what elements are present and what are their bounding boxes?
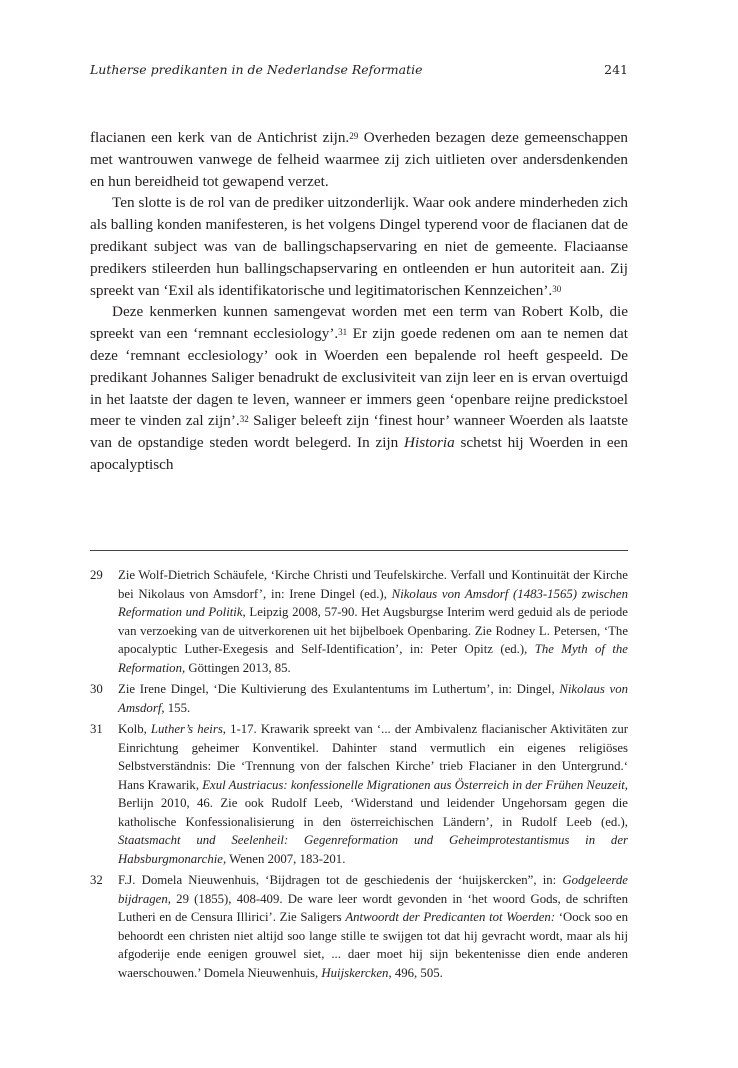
footnote-number: 31 <box>90 722 103 736</box>
footnote-text: Kolb, Luther’s heirs, 1-17. Krawarik spreekt van ‘... der Ambivalenz flacianischer Aktivitäten zur Einrichtung geheimer Konventikel. Dahinter stand vermutlich ein eigenes religiöses Selbstverständnis: Die ‘Trennung von der falschen Kirche’ trieb Flacianer in den Untergrund.‘ Hans Krawarik, Exul Austriacus: konfessionelle Migrationen aus Österreich in der Frühen Neuzeit, Berlijn 2010, 46. Zie ook Rudolf Leeb, ‘Widerstand und leidender Ungehorsam gegen die katholische Konfessionalisierung in den österreichischen Ländern’, in Rudolf Leeb (ed.), Staatsmacht und Seelenheil: Gegenreformation und Geheimprotestantismus in der Habsburgmonarchie, Wenen 2007, 183-201. <box>118 722 629 866</box>
footnote-text: Zie Irene Dingel, ‘Die Kultivierung des Exulantentums im Luthertum’, in: Dingel, Nikolaus von Amsdorf, 155. <box>118 682 628 715</box>
paragraph-1: flacianen een kerk van de Antichrist zijn.$^{29}$ Overheden bezagen deze gemeenschappen met wantrouwen vanwege de felheid waarmee zij zich uitlieten over andersdenkenden en hun bereidheid tot gewapend verzet. <box>90 129 629 190</box>
footnote-32 <box>90 871 628 982</box>
footnote-31 <box>90 720 628 868</box>
footnote-29 <box>90 566 628 677</box>
footnote-ref-29[interactable]: 29 <box>349 131 359 141</box>
footnote-ref-30[interactable]: 30 <box>552 283 562 294</box>
footnote-ref-31[interactable]: 31 <box>338 327 348 338</box>
page-number: 241 <box>604 62 628 77</box>
paragraph-3: Deze kenmerken kunnen samengevat worden met een term van Robert Kolb, die spreekt van een ‘remnant ecclesiology’.$^{31}$ Er zijn goede redenen om aan te nemen dat deze ‘remnant ecclesiology’ ook in Woerden een bepalende rol heeft gespeeld. De predikant Johannes Saliger benadrukt de exclusiviteit van zijn leer en is ervan overtuigd in het laatste der dagen te leven, wanneer er immers geen ‘openbare reijne predickstoel meer te vinden zal zijn’.$^{32}$ Saliger beleeft zijn ‘finest hour’ wanneer Woerden als laatste van de opstandige steden wordt belegerd. In zijn Historia schetst hij Woerden in een apocalyptisch <box>90 303 629 473</box>
footnote-divider <box>90 550 628 551</box>
footnote-number: 32 <box>90 873 103 887</box>
footnote-text: Zie Wolf-Dietrich Schäufele, ‘Kirche Christi und Teufelskirche. Verfall und Kontinuität der Kirche bei Nikolaus von Amsdorf’, in: Irene Dingel (ed.), Nikolaus von Amsdorf (1483-1565) zwischen Reformation und Politik, Leipzig 2008, 57-90. Het Augsburgse Interim werd geduid als de periode van verzoeking van de uitverkorenen uit het bijbelboek Openbaring. Zie Rodney L. Petersen, ‘The apocalyptic Luther-Exegesis and Self-Identification’, in: Peter Opitz (ed.), The Myth of the Reformation, Göttingen 2013, 85. <box>118 568 628 675</box>
footnotes <box>90 566 628 985</box>
footnote-30 <box>90 680 628 717</box>
footnote-number: 30 <box>90 682 103 696</box>
footnote-number: 29 <box>90 568 103 582</box>
paragraph-2: Ten slotte is de rol van de prediker uitzonderlijk. Waar ook andere minderheden zich als balling konden manifesteren, is het volgens Dingel typerend voor de flacianen dat de predikant subject was van de ballingschapservaring en niet de gemeente. Flaciaanse predikers stileerden hun ballingschapservaring en ontleenden er hun autoriteit aan. Zij spreekt van ‘Exil als identifikatorische und legitimatorischen Kennzeichen’.$^{30}$ <box>90 194 628 299</box>
footnote-text: F.J. Domela Nieuwenhuis, ‘Bijdragen tot de geschiedenis der ‘huijskercken”, in: Godgeleerde bijdragen, 29 (1855), 408-409. De ware leer wordt gevonden in ‘het woord Gods, de schriften Lutheri en de Censura Illirici’. Zie Saligers Antwoordt der Predicanten tot Woerden: ‘Oock soo en behoordt een christen niet altijd soo lange stille te swijgen tot dat hij gevracht wordt, maar als hij afgoderije ende eenigen grouwel siet, ... daer moet hij sijn bekentenisse dien ende anderen waerschouwen.’ Domela Nieuwenhuis, Huijskercken, 496, 505. <box>118 873 628 980</box>
footnote-ref-32[interactable]: 32 <box>239 414 249 425</box>
running-title: Lutherse predikanten in de Nederlandse Reformatie <box>90 62 423 77</box>
main-text <box>90 127 628 476</box>
